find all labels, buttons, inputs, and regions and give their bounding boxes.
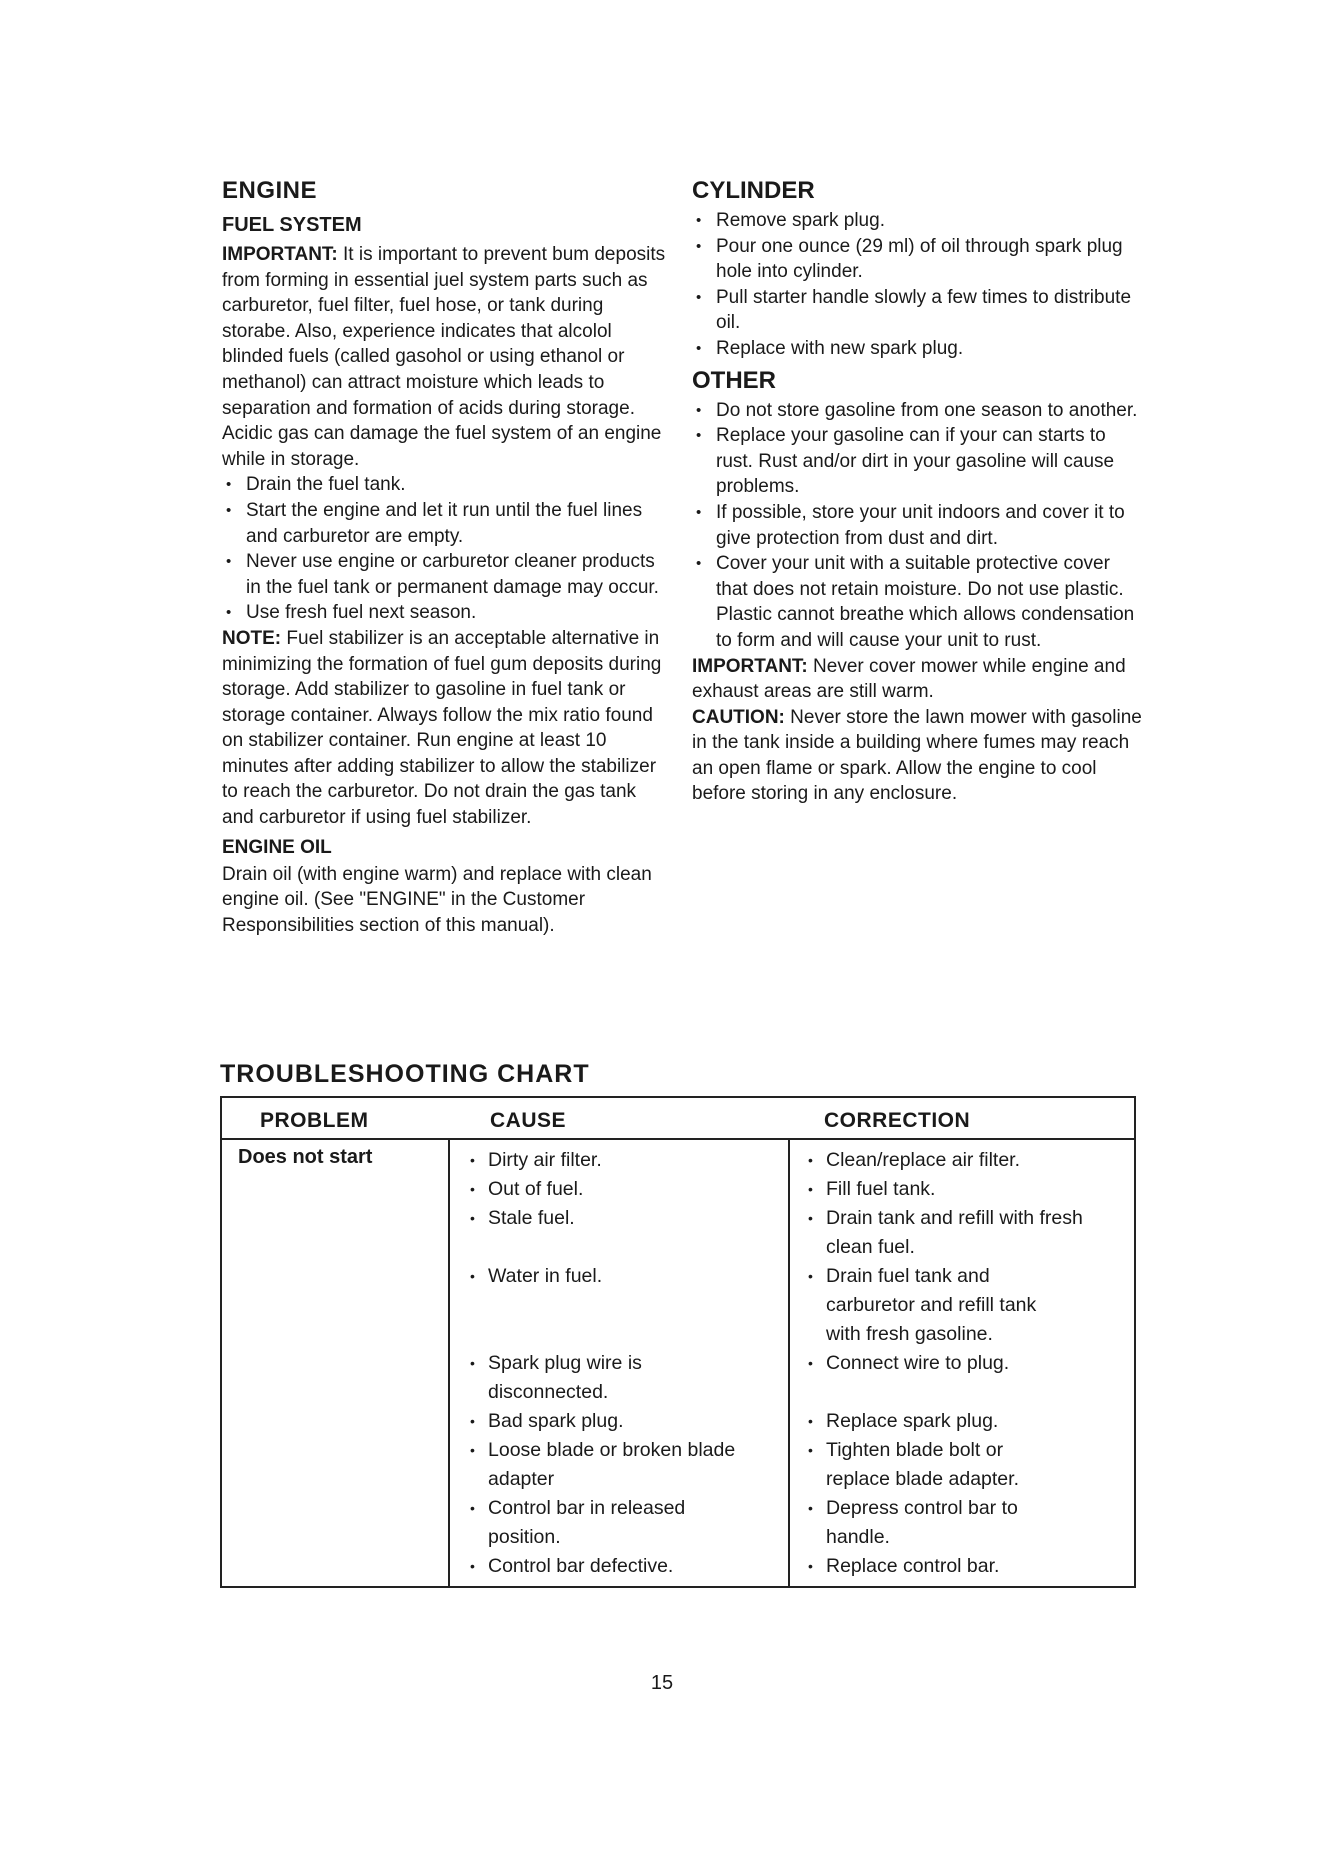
note-text: Fuel stabilizer is an acceptable alternative in minimizing the formation of fuel gum deposits during storage. Add stabilizer to gasoline in fuel tank or storage container. Always follow the mix ratio found on stabilizer container. Run engine at least 10 minutes after adding stabilizer to allow the stabilizer to reach the carburetor. Do not drain the gas tank and carburetor if using fuel stabilizer.: [222, 627, 662, 829]
table-header: [222, 1098, 1134, 1140]
column-divider: [788, 1140, 790, 1586]
cause-item: • Stale fuel.: [468, 1204, 768, 1233]
list-item: • Drain the fuel tank.: [222, 472, 667, 498]
bullet-icon: •: [808, 1500, 813, 1516]
correction-item: • Depress control bar to handle.: [806, 1494, 1046, 1552]
right-column: [692, 176, 1142, 807]
cause-item: • Out of fuel.: [468, 1175, 768, 1204]
cause-item: • Control bar defective.: [468, 1552, 768, 1581]
bullet-icon: •: [226, 604, 232, 622]
bullet-icon: •: [470, 1268, 475, 1284]
bullet-icon: •: [226, 476, 232, 494]
header-correction: CORRECTION: [824, 1109, 971, 1132]
bullet-icon: •: [696, 555, 702, 573]
other-bullets: [692, 398, 1142, 654]
bullet-icon: •: [696, 503, 702, 521]
bullet-icon: •: [808, 1268, 813, 1284]
important-label: IMPORTANT:: [222, 244, 338, 265]
note-paragraph: [222, 626, 667, 831]
caution-text: Never store the lawn mower with gasoline in the tank inside a building where fumes may reach an open flame or spark. Allow the engine to cool before storing in any enclosure.: [692, 706, 1142, 805]
correction-item: • Replace spark plug.: [806, 1407, 1126, 1436]
cause-item: • Bad spark plug.: [468, 1407, 768, 1436]
list-item: • Replace your gasoline can if your can starts to rust. Rust and/or dirt in your gasoline will cause problems.: [696, 425, 1115, 498]
bullet-icon: •: [696, 339, 702, 357]
bullet-icon: •: [696, 288, 702, 306]
bullet-icon: •: [226, 501, 232, 519]
cause-item: • Loose blade or broken blade adapter: [468, 1436, 778, 1494]
engine-heading: ENGINE: [222, 177, 318, 204]
bullet-icon: •: [808, 1413, 813, 1429]
bullet-icon: •: [470, 1413, 475, 1429]
cylinder-bullets: [692, 208, 1142, 362]
correction-item: • Fill fuel tank.: [806, 1175, 1126, 1204]
list-item: • Do not store gasoline from one season to another.: [692, 398, 1142, 424]
list-item: • If possible, store your unit indoors and cover it to give protection from dust and dirt.: [696, 501, 1125, 549]
bullet-icon: •: [696, 401, 702, 419]
bullet-icon: •: [470, 1355, 475, 1371]
correction-item: • Connect wire to plug.: [806, 1349, 1126, 1378]
bullet-icon: •: [470, 1558, 475, 1574]
bullet-icon: •: [808, 1558, 813, 1574]
bullet-icon: •: [470, 1152, 475, 1168]
list-item: • Never use engine or carburetor cleaner products in the fuel tank or permanent damage may occur.: [226, 551, 659, 598]
correction-item: • Drain tank and refill with fresh clean fuel.: [806, 1204, 1106, 1262]
list-item: • Remove spark plug.: [692, 208, 1142, 234]
fuel-system-heading: FUEL SYSTEM: [222, 214, 362, 236]
cause-item: • Water in fuel.: [468, 1262, 768, 1291]
right-important-paragraph: [692, 654, 1142, 705]
list-item: • Cover your unit with a suitable protective cover that does not retain moisture. Do not use plastic. Plastic cannot breathe which allows condensation to form and will cause your unit to rust.: [696, 553, 1135, 651]
page-number: 15: [650, 1672, 674, 1694]
bullet-icon: •: [470, 1500, 475, 1516]
fuel-important-paragraph: [222, 242, 667, 472]
engine-oil-text: Drain oil (with engine warm) and replace with clean engine oil. (See "ENGINE" in the Customer Responsibilities section of this manual).: [222, 863, 652, 936]
bullet-icon: •: [808, 1355, 813, 1371]
problem-cell: Does not start: [238, 1146, 373, 1168]
list-item: • Start the engine and let it run until the fuel lines and carburetor are empty.: [226, 499, 643, 547]
cause-item: • Control bar in released position.: [468, 1494, 718, 1552]
important-text: It is important to prevent bum deposits from forming in essential juel system parts such as carburetor, fuel filter, fuel hose, or tank during storabe. Also, experience indicates that alcolol blinded fuels (called gasohol or using ethanol or methanol) can attract moisture which leads to separation and formation of acids during storage. Acidic gas can damage the fuel system of an engine while in storage.: [222, 244, 666, 470]
bullet-icon: •: [696, 427, 702, 445]
engine-oil-heading: ENGINE OIL: [222, 836, 332, 858]
bullet-icon: •: [470, 1442, 475, 1458]
bullet-icon: •: [226, 553, 232, 571]
bullet-icon: •: [808, 1442, 813, 1458]
caution-paragraph: [692, 705, 1142, 807]
list-item: • Pull starter handle slowly a few times to distribute oil.: [696, 286, 1132, 334]
column-divider: [448, 1140, 450, 1586]
list-item: • Pour one ounce (29 ml) of oil through spark plug hole into cylinder.: [696, 235, 1123, 283]
left-column: [222, 176, 667, 938]
bullet-icon: •: [808, 1152, 813, 1168]
list-item: • Use fresh fuel next season.: [222, 600, 667, 626]
bullet-icon: •: [470, 1181, 475, 1197]
other-heading: OTHER: [692, 366, 776, 394]
cause-item: • Spark plug wire is disconnected.: [468, 1349, 698, 1407]
troubleshooting-table: [220, 1096, 1136, 1588]
note-label: NOTE:: [222, 627, 282, 649]
caution-label: CAUTION:: [692, 706, 785, 728]
troubleshooting-title: TROUBLESHOOTING CHART: [220, 1060, 590, 1088]
correction-item: • Clean/replace air filter.: [806, 1146, 1126, 1175]
cylinder-heading: CYLINDER: [692, 177, 815, 204]
bullet-icon: •: [808, 1210, 813, 1226]
fuel-bullets: [222, 472, 667, 626]
correction-item: • Drain fuel tank and carburetor and refill tank with fresh gasoline.: [806, 1262, 1066, 1349]
bullet-icon: •: [808, 1181, 813, 1197]
important-label: IMPORTANT:: [692, 655, 808, 677]
header-problem: PROBLEM: [260, 1109, 369, 1132]
bullet-icon: •: [696, 237, 702, 255]
cause-item: • Dirty air filter.: [468, 1146, 768, 1175]
bullet-icon: •: [696, 212, 702, 229]
bullet-icon: •: [470, 1210, 475, 1226]
correction-item: • Tighten blade bolt or replace blade adapter.: [806, 1436, 1046, 1494]
important-text: Never cover mower while engine and exhaust areas are still warm.: [692, 655, 1126, 703]
correction-item: • Replace control bar.: [806, 1552, 1126, 1581]
header-cause: CAUSE: [490, 1109, 567, 1132]
list-item: • Replace with new spark plug.: [692, 336, 1142, 362]
